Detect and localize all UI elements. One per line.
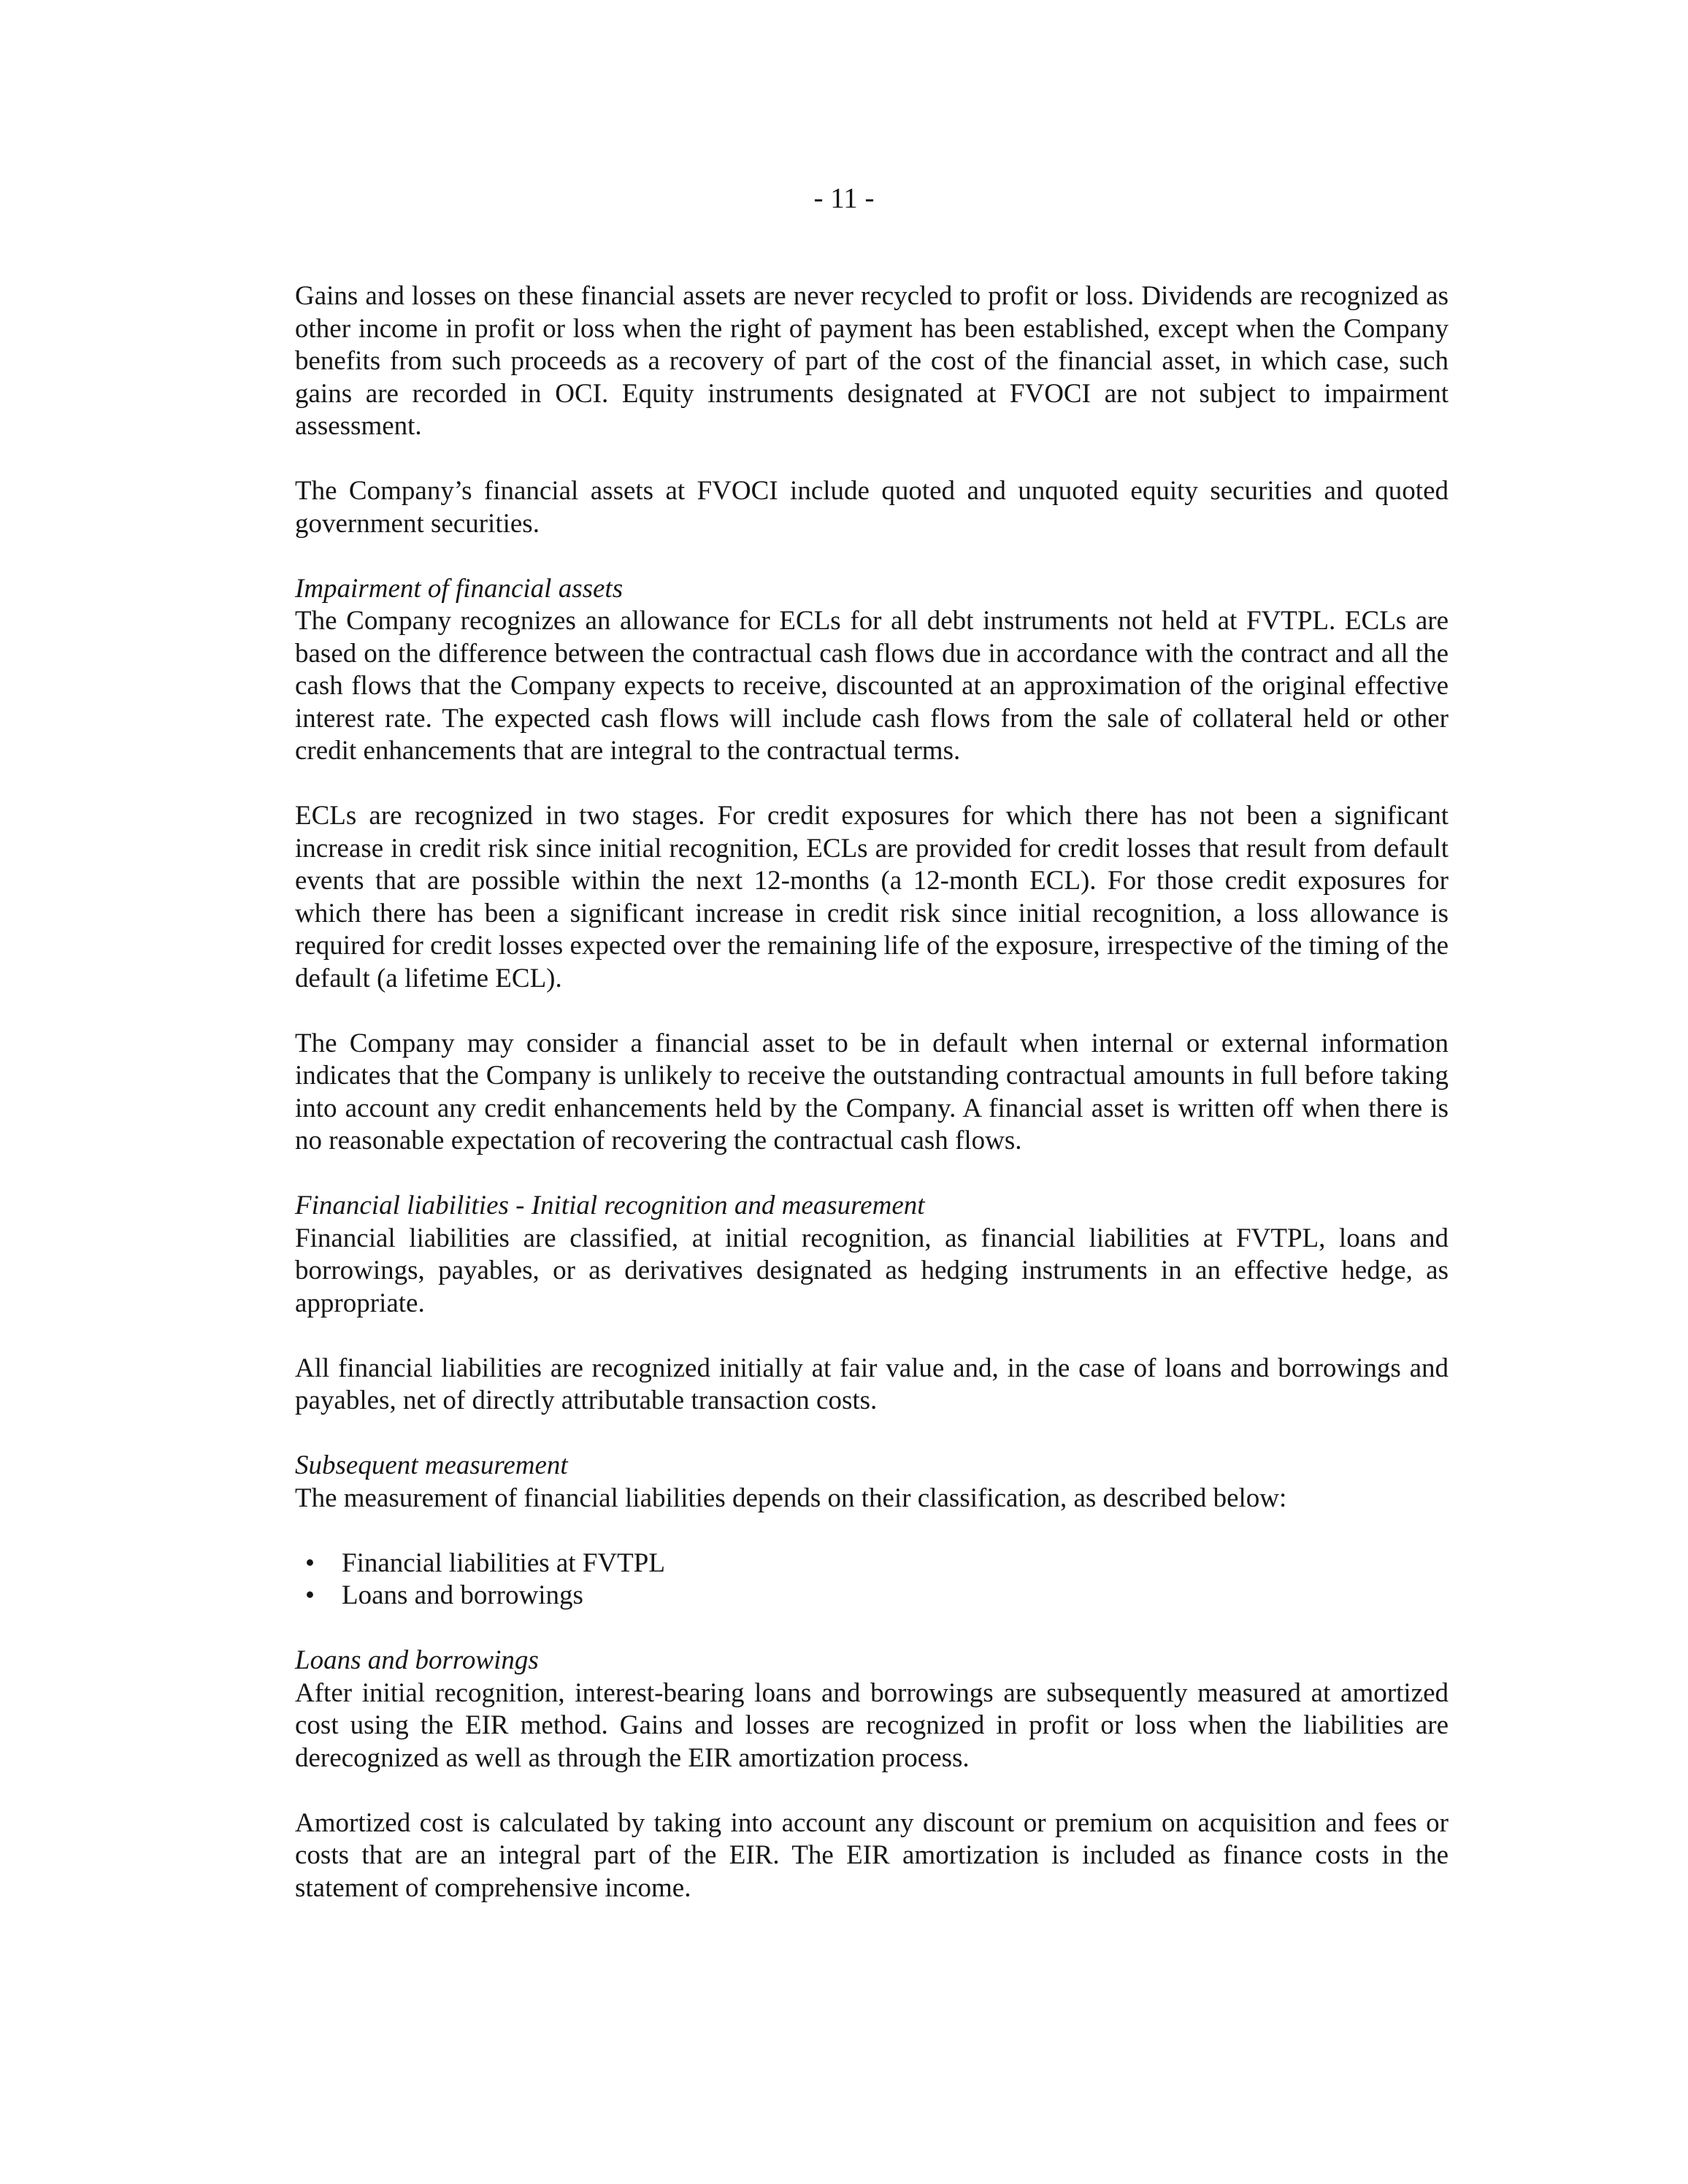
heading-loans-borrowings: Loans and borrowings — [295, 1645, 539, 1675]
bullet-icon: • — [305, 1547, 315, 1578]
paragraph-after-initial-recognition: After initial recognition, interest-bearing loans and borrowings are subsequently measured at amortized cost using the EIR method. Gains and losses are recognized in profit or loss when the liabilities are derecognized as well as through the EIR amortization process. — [295, 1677, 1449, 1773]
paragraph-fvoci-assets: The Company’s financial assets at FVOCI include quoted and unquoted equity securities and quoted government securities. — [295, 476, 1449, 539]
paragraph-ecl-allowance: The Company recognizes an allowance for ECLs for all debt instruments not held at FVTPL. ECLs are based on the difference between the contractual cash flows due in accordance with the contract and all the cash flows that the Company expects to receive, discounted at an approximation of the original effective interest rate. The expected cash flows will include cash flows from the sale of collateral held or other credit enhancements that are integral to the contractual terms. — [295, 606, 1449, 766]
paragraph-liabilities-classified: Financial liabilities are classified, at initial recognition, as financial liabilities at FVTPL, loans and borrowings, payables, or as derivatives designated as hedging instruments in an effective hedge, as appropriate. — [295, 1223, 1449, 1318]
document-body — [295, 280, 1449, 1904]
list-item — [295, 1580, 1449, 1612]
list-item — [295, 1547, 1449, 1580]
bullet-icon: • — [305, 1580, 315, 1610]
page-number: - 11 - — [813, 182, 875, 214]
heading-subsequent-measurement: Subsequent measurement — [295, 1450, 568, 1480]
paragraph-amortized-cost: Amortized cost is calculated by taking into account any discount or premium on acquisition and fees or costs that are an integral part of the EIR. The EIR amortization is included as finance costs in the statement of comprehensive income. — [295, 1807, 1449, 1903]
heading-impairment: Impairment of financial assets — [295, 573, 624, 604]
list-item-text: Loans and borrowings — [342, 1580, 583, 1610]
paragraph-default: The Company may consider a financial asset to be in default when internal or external information indicates that the Company is unlikely to receive the outstanding contractual amounts in full before taking into account any credit enhancements held by the Company. A financial asset is written off when there is no reasonable expectation of recovering the contractual cash flows. — [295, 1028, 1449, 1156]
list-item-text: Financial liabilities at FVTPL — [342, 1547, 665, 1578]
paragraph-gains-losses: Gains and losses on these financial assets are never recycled to profit or loss. Dividends are recognized as other income in profit or loss when the right of payment has been established, except when the Company benefits from such proceeds as a recovery of part of the cost of the financial asset, in which case, such gains are recorded in OCI. Equity instruments designated at FVOCI are not subject to impairment assessment. — [295, 281, 1449, 441]
paragraph-ecl-stages: ECLs are recognized in two stages. For credit exposures for which there has not been a significant increase in credit risk since initial recognition, ECLs are provided for credit losses that result from default events that are possible within the next 12-months (a 12-month ECL). For those credit exposures for which there has been a significant increase in credit risk since initial recognition, a loss allowance is required for credit losses expected over the remaining life of the exposure, irrespective of the timing of the default (a lifetime ECL). — [295, 801, 1449, 993]
paragraph-liabilities-recognized: All financial liabilities are recognized initially at fair value and, in the case of loans and borrowings and payables, net of directly attributable transaction costs. — [295, 1353, 1449, 1415]
classification-list — [295, 1547, 1449, 1612]
heading-financial-liabilities: Financial liabilities - Initial recognition and measurement — [295, 1191, 925, 1220]
paragraph-measurement-depends: The measurement of financial liabilities depends on their classification, as described below: — [295, 1483, 1287, 1513]
